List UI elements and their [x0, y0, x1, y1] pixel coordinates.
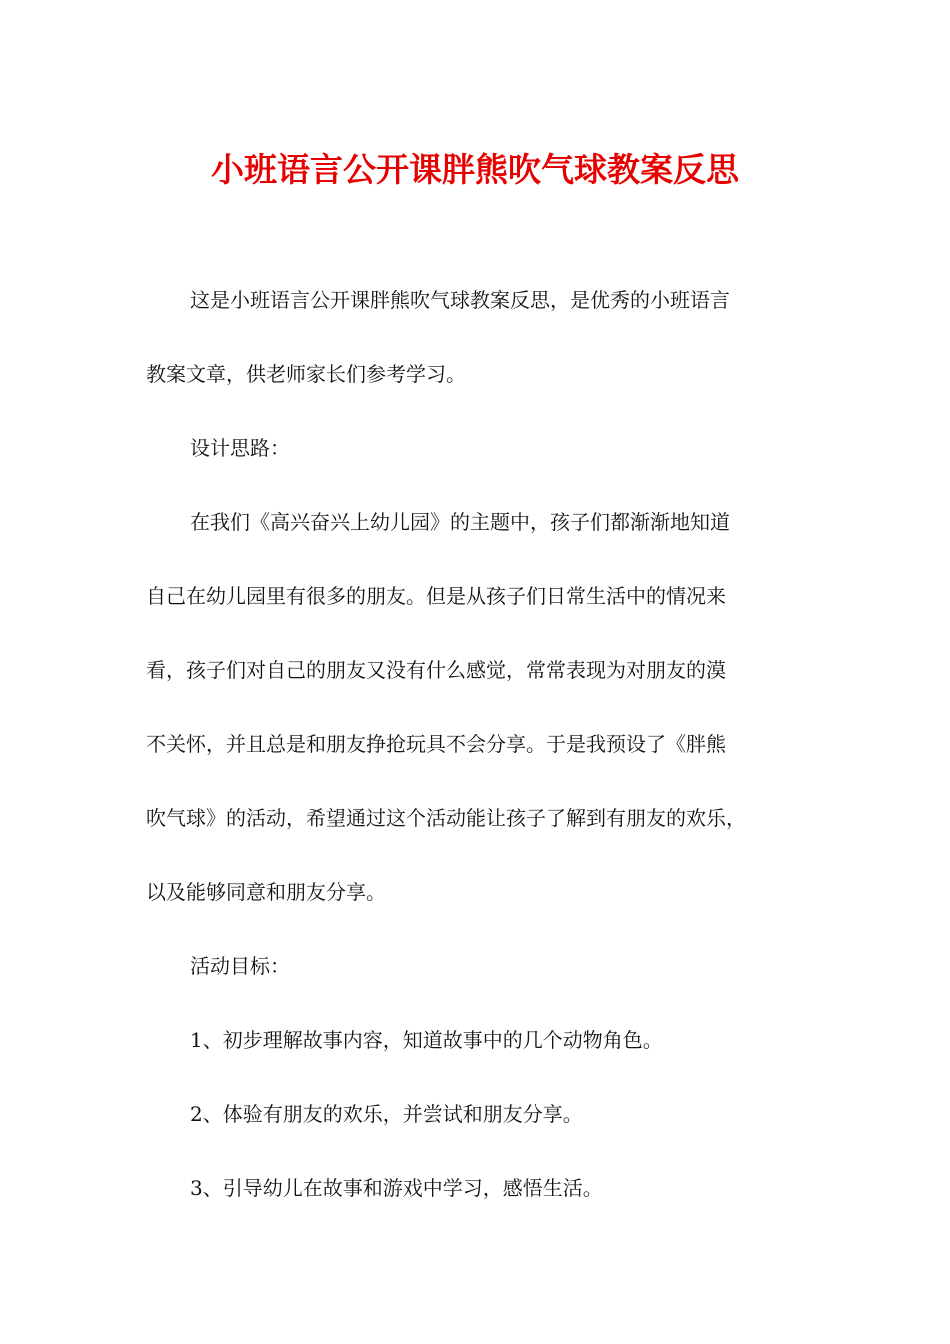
goal-item: 1、初步理解故事内容，知道故事中的几个动物角色。	[190, 1028, 663, 1052]
document-body	[146, 280, 806, 1242]
goal-item: 3、引导幼儿在故事和游戏中学习，感悟生活。	[190, 1176, 603, 1200]
section-heading-goals: 活动目标：	[190, 954, 290, 978]
document-title: 小班语言公开课胖熊吹气球教案反思	[211, 150, 739, 189]
text-line: 看，孩子们对自己的朋友又没有什么感觉，常常表现为对朋友的漠	[146, 658, 726, 682]
section-heading-design: 设计思路：	[190, 436, 290, 460]
text-line: 在我们《高兴奋兴上幼儿园》的主题中，孩子们都渐渐地知道	[190, 510, 730, 534]
text-line: 教案文章，供老师家长们参考学习。	[146, 362, 466, 386]
text-line: 以及能够同意和朋友分享。	[146, 880, 386, 904]
text-line: 这是小班语言公开课胖熊吹气球教案反思，是优秀的小班语言	[190, 288, 730, 312]
text-line: 自己在幼儿园里有很多的朋友。但是从孩子们日常生活中的情况来	[146, 584, 726, 608]
text-line: 吹气球》的活动，希望通过这个活动能让孩子了解到有朋友的欢乐，	[146, 806, 746, 830]
text-line: 不关怀，并且总是和朋友挣抢玩具不会分享。于是我预设了《胖熊	[146, 732, 726, 756]
goal-item: 2、体验有朋友的欢乐，并尝试和朋友分享。	[190, 1102, 583, 1126]
